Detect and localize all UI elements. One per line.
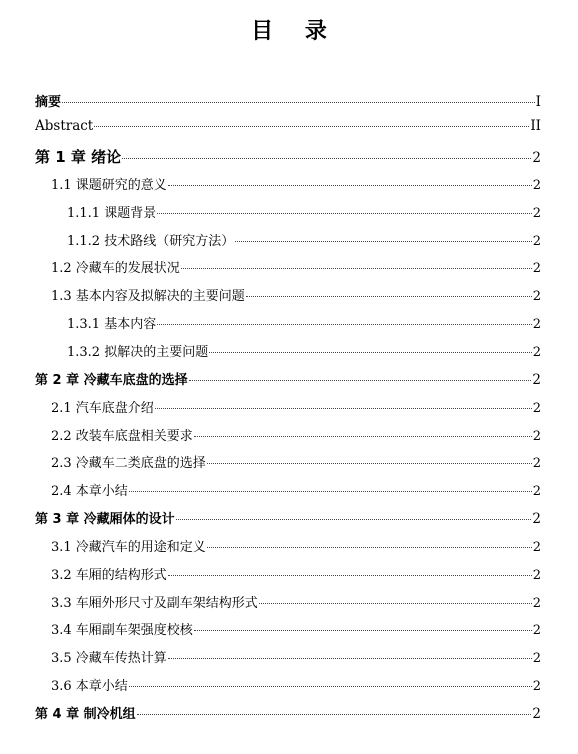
toc-entry-label: 1.1.2 技术路线（研究方法） bbox=[67, 234, 235, 249]
toc-entry-label: 1.3.2 拟解决的主要问题 bbox=[67, 345, 209, 360]
toc-page-number: 2 bbox=[532, 289, 541, 304]
toc-leader bbox=[168, 185, 532, 186]
toc-leader bbox=[194, 630, 532, 631]
toc-leader bbox=[129, 491, 532, 492]
toc-entry-label: 1.3 基本内容及拟解决的主要问题 bbox=[51, 289, 245, 304]
toc-leader bbox=[194, 436, 532, 437]
toc-entry-label: 2.4 本章小结 bbox=[51, 484, 128, 499]
toc-entry-1-1[interactable] bbox=[51, 174, 541, 196]
toc-page-number: 2 bbox=[532, 178, 541, 193]
toc-entry-label: 摘要 bbox=[35, 95, 62, 110]
toc-entry-label: 第 3 章 冷藏厢体的设计 bbox=[35, 512, 175, 527]
toc-entry-label: 3.1 冷藏汽车的用途和定义 bbox=[51, 540, 206, 555]
toc-leader bbox=[209, 352, 532, 353]
toc-page-number: 2 bbox=[532, 540, 541, 555]
toc-page-number: 2 bbox=[532, 206, 541, 221]
toc-entry-1-1-2[interactable] bbox=[67, 230, 541, 252]
toc-entry-3-3[interactable] bbox=[51, 592, 541, 614]
toc-entry-abstract-cn[interactable] bbox=[35, 91, 541, 113]
toc-entry-2-3[interactable] bbox=[51, 452, 541, 474]
toc-page-number: 2 bbox=[532, 372, 541, 388]
toc-entry-label: 2.3 冷藏车二类底盘的选择 bbox=[51, 456, 206, 471]
toc-entry-label: 3.6 本章小结 bbox=[51, 679, 128, 694]
toc-entry-1-2[interactable] bbox=[51, 257, 541, 279]
toc-leader bbox=[207, 547, 532, 548]
toc-entry-chapter-4[interactable] bbox=[35, 703, 541, 725]
toc-entry-3-2[interactable] bbox=[51, 564, 541, 586]
toc-entry-3-1[interactable] bbox=[51, 536, 541, 558]
toc-leader bbox=[189, 380, 532, 381]
toc-page-number: 2 bbox=[532, 706, 541, 722]
toc-page-number: 2 bbox=[532, 150, 541, 166]
toc-entry-label: Abstract bbox=[35, 118, 94, 134]
page-title: 目 录 bbox=[251, 19, 339, 44]
toc-leader bbox=[62, 102, 535, 103]
toc-entry-3-4[interactable] bbox=[51, 619, 541, 641]
toc-page-number: 2 bbox=[532, 401, 541, 416]
toc-entry-label: 1.3.1 基本内容 bbox=[67, 317, 157, 332]
toc-page-number: 2 bbox=[532, 345, 541, 360]
toc-entry-label: 1.1.1 课题背景 bbox=[67, 206, 157, 221]
toc-page-number: 2 bbox=[532, 568, 541, 583]
toc-entry-label: 2.2 改装车底盘相关要求 bbox=[51, 429, 193, 444]
toc-page-number: I bbox=[535, 94, 541, 110]
toc-page-number: 2 bbox=[532, 511, 541, 527]
toc-entry-1-3[interactable] bbox=[51, 285, 541, 307]
toc-leader bbox=[168, 658, 532, 659]
toc-leader bbox=[207, 463, 532, 464]
toc-entry-label: 3.3 车厢外形尺寸及副车架结构形式 bbox=[51, 596, 258, 611]
toc-page-number: 2 bbox=[532, 596, 541, 611]
toc-entry-label: 第 2 章 冷藏车底盘的选择 bbox=[35, 373, 188, 388]
toc-entry-label: 1.1 课题研究的意义 bbox=[51, 178, 167, 193]
toc-entry-3-5[interactable] bbox=[51, 647, 541, 669]
toc-leader bbox=[157, 324, 532, 325]
toc-page-number: 2 bbox=[532, 429, 541, 444]
toc-entry-1-3-1[interactable] bbox=[67, 313, 541, 335]
toc-leader bbox=[122, 158, 531, 159]
toc-leader bbox=[129, 686, 532, 687]
toc-leader bbox=[235, 241, 532, 242]
toc-page-number: 2 bbox=[532, 456, 541, 471]
toc-entry-label: 3.2 车厢的结构形式 bbox=[51, 568, 167, 583]
toc-entry-2-1[interactable] bbox=[51, 397, 541, 419]
toc-entry-label: 3.4 车厢副车架强度校核 bbox=[51, 623, 193, 638]
toc-entry-label: 第 1 章 绪论 bbox=[35, 148, 122, 166]
toc-leader bbox=[94, 126, 529, 127]
toc-entry-2-2[interactable] bbox=[51, 425, 541, 447]
toc-page-number: II bbox=[530, 118, 541, 134]
toc-leader bbox=[155, 408, 532, 409]
toc-entry-label: 2.1 汽车底盘介绍 bbox=[51, 401, 154, 416]
toc-leader bbox=[176, 519, 532, 520]
toc-page-number: 2 bbox=[532, 234, 541, 249]
toc-entry-chapter-1[interactable] bbox=[35, 146, 541, 168]
toc-leader bbox=[157, 213, 532, 214]
toc-entry-2-4[interactable] bbox=[51, 480, 541, 502]
toc-leader bbox=[246, 296, 532, 297]
toc-page-number: 2 bbox=[532, 679, 541, 694]
toc-entry-3-6[interactable] bbox=[51, 675, 541, 697]
toc-entry-label: 第 4 章 制冷机组 bbox=[35, 707, 136, 722]
toc-entry-chapter-2[interactable] bbox=[35, 369, 541, 391]
toc-entry-1-1-1[interactable] bbox=[67, 202, 541, 224]
toc-page-number: 2 bbox=[532, 651, 541, 666]
toc-entry-abstract-en[interactable] bbox=[35, 118, 541, 140]
toc-leader bbox=[168, 575, 532, 576]
toc-entry-chapter-3[interactable] bbox=[35, 508, 541, 530]
toc-page-number: 2 bbox=[532, 261, 541, 276]
toc-page-number: 2 bbox=[532, 623, 541, 638]
toc-entry-label: 3.5 冷藏车传热计算 bbox=[51, 651, 167, 666]
toc-leader bbox=[259, 603, 532, 604]
toc-entry-1-3-2[interactable] bbox=[67, 341, 541, 363]
toc-page-number: 2 bbox=[532, 317, 541, 332]
toc-leader bbox=[137, 714, 532, 715]
toc-page-number: 2 bbox=[532, 484, 541, 499]
toc-leader bbox=[181, 268, 532, 269]
toc-entry-label: 1.2 冷藏车的发展状况 bbox=[51, 261, 180, 276]
